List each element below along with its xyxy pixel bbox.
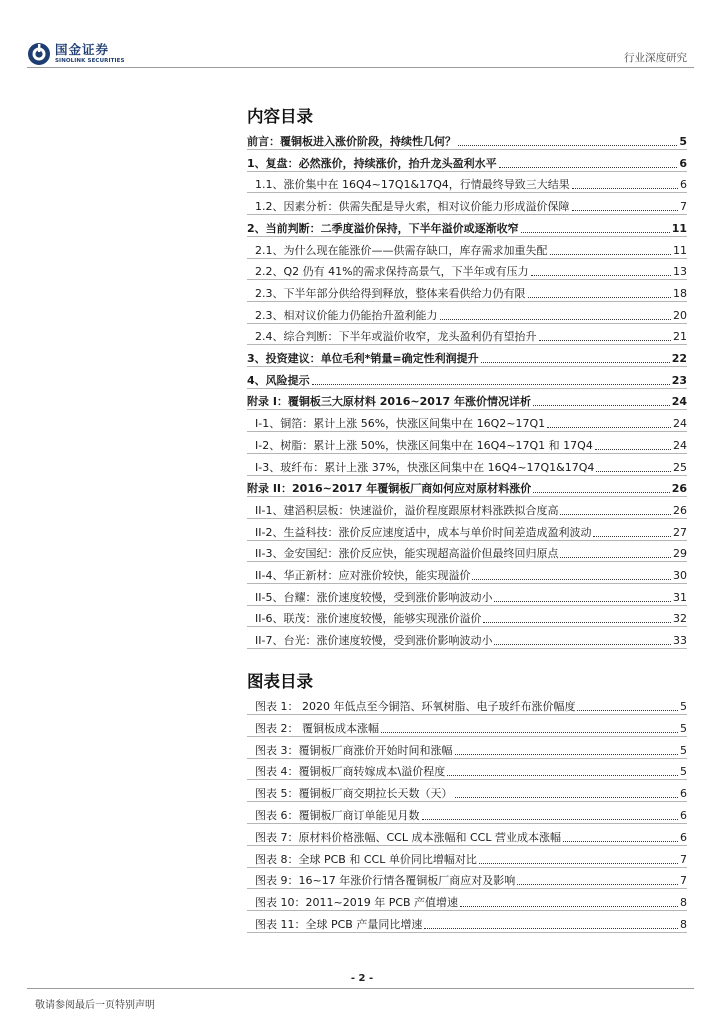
dot-leader	[528, 297, 672, 298]
entry-page-number: 13	[673, 265, 687, 279]
entry-page-number: 5	[680, 765, 687, 779]
entry-page-number: 5	[680, 743, 687, 757]
dot-leader	[550, 254, 672, 255]
dot-leader	[560, 557, 671, 558]
toc-section-entry[interactable]	[247, 325, 687, 345]
entry-title: I-3、玻纤布：累计上涨 37%，快涨区间集中在 16Q4~17Q1&17Q4	[255, 460, 595, 474]
entry-page-number: 6	[680, 809, 687, 822]
dot-leader	[494, 601, 671, 602]
entry-title: 2.3、相对议价能力仍能抬升盈利能力	[255, 308, 438, 322]
dot-leader	[531, 275, 671, 276]
entry-page-number: 7	[680, 874, 687, 888]
dot-leader	[577, 710, 678, 711]
page-header	[0, 0, 724, 80]
entry-page-number: 31	[673, 590, 687, 604]
entry-page-number: 6	[679, 156, 687, 170]
entry-page-number: 6	[680, 178, 687, 192]
entry-title: 1.2、因素分析：供需失配是导火索，相对议价能力形成溢价保障	[255, 200, 570, 214]
dot-leader	[447, 775, 678, 776]
dot-leader	[312, 384, 670, 385]
toc-section-entry[interactable]	[247, 195, 687, 215]
entry-title: II-4、华正新材：应对涨价较快，能实现溢价	[255, 569, 471, 582]
entry-title: 图表 9：16~17 年涨价行情各覆铜板厂商应对及影响	[255, 874, 516, 888]
page-number: - 2 -	[350, 973, 374, 984]
toc-section-entry[interactable]	[247, 434, 687, 454]
dot-leader	[381, 732, 678, 733]
entry-page-number: 7	[680, 852, 687, 866]
contents-title: 内容目录	[247, 107, 313, 126]
toc-section-entry[interactable]	[247, 456, 687, 476]
entry-page-number: 26	[671, 482, 687, 496]
figure-entry[interactable]	[247, 848, 687, 868]
toc-chapter-entry[interactable]	[247, 152, 687, 172]
toc-chapter-entry[interactable]	[247, 390, 687, 410]
entry-title: 图表 7：原材料价格涨幅、CCL 成本涨幅和 CCL 营业成本涨幅	[255, 830, 561, 844]
dot-leader	[481, 362, 670, 363]
entry-title: II-6、联茂：涨价速度较慢，能够实现涨价溢价	[255, 612, 482, 626]
entry-page-number: 23	[671, 373, 687, 387]
entry-title: 2.2、Q2 仍有 41%的需求保持高景气，下半年或有压力	[255, 265, 529, 279]
footer-divider	[27, 988, 694, 989]
entry-page-number: 32	[673, 612, 687, 626]
toc-section-entry[interactable]	[247, 499, 687, 519]
toc-section-entry[interactable]	[247, 586, 687, 606]
entry-page-number: 24	[671, 395, 687, 409]
entry-title: 2、当前判断：二季度溢价保持，下半年溢价或逐渐收窄	[247, 221, 519, 235]
entry-title: 图表 5：覆铜板厂商交期拉长天数（天）	[255, 787, 453, 801]
dot-leader	[547, 427, 671, 428]
dot-leader	[596, 471, 671, 472]
entry-title: 1、复盘：必然涨价，持续涨价，抬升龙头盈利水平	[247, 156, 497, 170]
entry-page-number: 5	[679, 135, 687, 148]
toc-section-entry[interactable]	[247, 521, 687, 541]
entry-page-number: 27	[673, 525, 687, 539]
toc-chapter-entry[interactable]	[247, 477, 687, 497]
entry-title: 2.3、下半年部分供给得到释放，整体来看供给力仍有限	[255, 286, 526, 300]
dot-leader	[458, 145, 677, 146]
entry-page-number: 20	[673, 308, 687, 322]
entry-title: 2.4、综合判断：下半年或溢价收窄，龙头盈利仍有望抬升	[255, 330, 537, 344]
entry-page-number: 22	[671, 352, 687, 365]
entry-title: 2.1、为什么现在能涨价——供需存缺口，库存需求加重失配	[255, 243, 548, 257]
entry-page-number: 29	[673, 547, 687, 561]
entry-title: II-2、生益科技：涨价反应速度适中，成本与单价时间差造成盈利波动	[255, 525, 592, 539]
header-divider	[27, 67, 694, 68]
entry-title: 图表 3：覆铜板厂商涨价开始时间和涨幅	[255, 743, 453, 757]
logo-emblem-icon	[27, 42, 51, 66]
entry-page-number: 26	[673, 503, 687, 517]
logo-english-name: SINOLINK SECURITIES	[55, 57, 125, 64]
disclaimer-note: 敬请参阅最后一页特别声明	[35, 1000, 155, 1011]
entry-page-number: 30	[673, 569, 687, 582]
entry-title: 图表 6：覆铜板厂商订单能见月数	[255, 809, 420, 822]
toc-section-entry[interactable]	[247, 173, 687, 193]
figure-entry[interactable]	[247, 782, 687, 802]
toc-chapter-entry[interactable]	[247, 369, 687, 389]
toc-section-entry[interactable]	[247, 239, 687, 259]
dot-leader	[593, 536, 671, 537]
dot-leader	[517, 884, 678, 885]
entry-title: 3、投资建议：单位毛利*销量=确定性利润提升	[247, 352, 479, 365]
entry-title: 4、风险提示	[247, 373, 310, 387]
entry-title: 前言：覆铜板进入涨价阶段，持续性几何？	[247, 135, 456, 148]
dot-leader	[460, 906, 678, 907]
entry-page-number: 24	[673, 438, 687, 452]
figure-entry[interactable]	[247, 913, 687, 933]
dot-leader	[572, 188, 678, 189]
entry-page-number: 8	[680, 896, 687, 910]
entry-title: 图表 4：覆铜板厂商转嫁成本\溢价程度	[255, 765, 446, 779]
dot-leader	[533, 492, 669, 493]
dot-leader	[499, 167, 678, 168]
entry-page-number: 33	[673, 634, 687, 648]
entry-page-number: 6	[680, 787, 687, 801]
entry-page-number: 7	[680, 200, 687, 214]
toc-section-entry[interactable]	[247, 607, 687, 627]
dot-leader	[521, 232, 670, 233]
toc-section-entry[interactable]	[247, 260, 687, 280]
figure-entry[interactable]	[247, 760, 687, 780]
dot-leader	[595, 449, 671, 450]
figure-entry[interactable]	[247, 826, 687, 846]
toc-section-entry[interactable]	[247, 542, 687, 562]
dot-leader	[572, 210, 679, 211]
entry-title: 图表 11：全球 PCB 产量同比增速	[255, 918, 423, 931]
dot-leader	[560, 514, 671, 515]
entry-page-number: 6	[680, 830, 687, 844]
entry-title: II-3、金安国纪：涨价反应快，能实现超高溢价但最终回归原点	[255, 547, 559, 561]
figure-entry[interactable]	[247, 804, 687, 824]
toc-section-entry[interactable]	[247, 629, 687, 649]
toc-section-entry[interactable]	[247, 282, 687, 302]
entry-page-number: 24	[673, 417, 687, 431]
figures-title: 图表目录	[247, 672, 313, 691]
toc-section-entry[interactable]	[247, 412, 687, 432]
entry-page-number: 5	[680, 700, 687, 713]
dot-leader	[455, 754, 679, 755]
entry-title: 附录 II：2016~2017 年覆铜板厂商如何应对原材料涨价	[247, 482, 532, 496]
figure-entry[interactable]	[247, 891, 687, 911]
dot-leader	[494, 644, 671, 645]
dot-leader	[422, 819, 679, 820]
toc-chapter-entry[interactable]	[247, 130, 687, 150]
entry-page-number: 5	[680, 721, 687, 735]
figure-entry[interactable]	[247, 717, 687, 737]
entry-page-number: 25	[673, 460, 687, 474]
entry-title: 图表 8：全球 PCB 和 CCL 单价同比增幅对比	[255, 852, 477, 866]
entry-title: II-7、台光：涨价速度较慢，受到涨价影响波动小	[255, 634, 493, 648]
entry-title: II-5、台耀：涨价速度较慢，受到涨价影响波动小	[255, 590, 493, 604]
entry-title: I-2、树脂：累计上涨 50%，快涨区间集中在 16Q4~17Q1 和 17Q4	[255, 438, 593, 452]
entry-title: 图表 1： 2020 年低点至今铜箔、环氧树脂、电子玻纤布涨价幅度	[255, 700, 576, 713]
logo-chinese-name: 国金证券	[55, 42, 110, 57]
dot-leader	[424, 928, 678, 929]
toc-chapter-entry[interactable]	[247, 217, 687, 237]
entry-title: 附录 I：覆铜板三大原材料 2016~2017 年涨价情况详析	[247, 395, 532, 409]
dot-leader	[440, 319, 672, 320]
entry-page-number: 8	[680, 918, 687, 931]
toc-section-entry[interactable]	[247, 304, 687, 324]
entry-page-number: 11	[671, 221, 687, 235]
entry-title: 1.1、涨价集中在 16Q4~17Q1&17Q4，行情最终导致三大结果	[255, 178, 570, 192]
entry-page-number: 11	[673, 243, 687, 257]
entry-title: 图表 10：2011~2019 年 PCB 产值增速	[255, 896, 459, 910]
company-logo	[27, 42, 125, 66]
dot-leader	[563, 841, 678, 842]
dot-leader	[539, 340, 672, 341]
entry-title: 图表 2： 覆铜板成本涨幅	[255, 721, 379, 735]
entry-title: I-1、铜箔：累计上涨 56%，快涨区间集中在 16Q2~17Q1	[255, 417, 546, 431]
dot-leader	[483, 622, 671, 623]
dot-leader	[455, 797, 679, 798]
figure-entry[interactable]	[247, 695, 687, 715]
report-type-label: 行业深度研究	[624, 52, 687, 64]
entry-title: II-1、建滔积层板：快速溢价，溢价程度跟原材料涨跌拟合度高	[255, 503, 559, 517]
toc-section-entry[interactable]	[247, 564, 687, 584]
figure-entry[interactable]	[247, 739, 687, 759]
entry-page-number: 18	[673, 286, 687, 300]
dot-leader	[479, 863, 678, 864]
entry-page-number: 21	[673, 330, 687, 344]
figure-entry[interactable]	[247, 869, 687, 889]
toc-chapter-entry[interactable]	[247, 347, 687, 367]
dot-leader	[472, 579, 671, 580]
dot-leader	[533, 405, 670, 406]
